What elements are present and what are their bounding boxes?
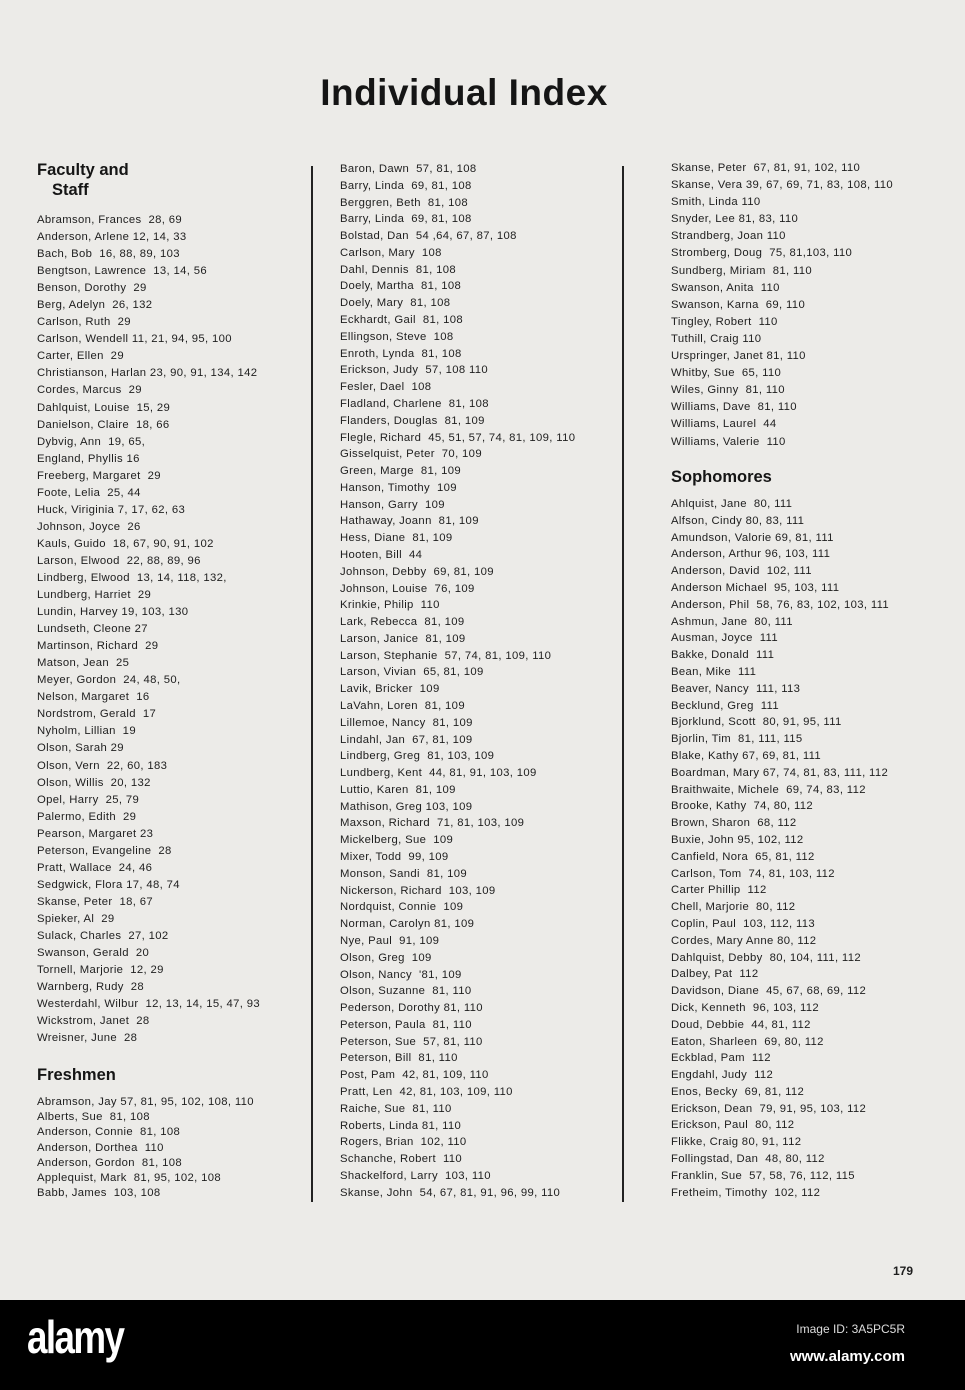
index-entry: Ashmun, Jane 80, 111 [671,615,793,628]
index-entry: Lundin, Harvey 19, 103, 130 [37,606,189,619]
index-entry: Tingley, Robert 110 [671,315,778,328]
index-entry: Urspringer, Janet 81, 110 [671,350,806,363]
index-entry: Krinkie, Philip 110 [340,599,440,612]
index-entry: Enos, Becky 69, 81, 112 [671,1085,805,1098]
index-entry: Dalbey, Pat 112 [671,968,759,981]
index-entry: Luttio, Karen 81, 109 [340,783,456,796]
index-entry: Davidson, Diane 45, 67, 68, 69, 112 [671,985,867,998]
index-entry: Hathaway, Joann 81, 109 [340,515,479,528]
index-entry: Whitby, Sue 65, 110 [671,367,782,380]
index-entry: Eckblad, Pam 112 [671,1052,771,1065]
index-entry: Anderson, David 102, 111 [671,565,812,578]
index-entry: Braithwaite, Michele 69, 74, 83, 112 [671,783,866,796]
index-entry: Smith, Linda 110 [671,196,761,209]
index-entry: Spieker, Al 29 [37,912,115,925]
index-entry: Foote, Lelia 25, 44 [37,486,141,499]
index-entry: Eaton, Sharleen 69, 80, 112 [671,1035,824,1048]
index-entry: Carlson, Wendell 11, 21, 94, 95, 100 [37,333,232,346]
index-entry: Ellingson, Steve 108 [340,330,454,343]
index-entry: Enroth, Lynda 81, 108 [340,347,462,360]
freshmen-list-continued-2 [671,160,893,451]
index-entry: Pederson, Dorothy 81, 110 [340,1002,483,1015]
index-entry: Nye, Paul 91, 109 [340,934,440,947]
index-entry: Anderson, Phil 58, 76, 83, 102, 103, 111 [671,598,890,611]
index-entry: LaVahn, Loren 81, 109 [340,700,465,712]
index-entry: Christianson, Harlan 23, 90, 91, 134, 142 [37,367,258,380]
index-entry: Gisselquist, Peter 70, 109 [340,448,482,461]
index-entry: Doely, Mary 81, 108 [340,297,451,310]
index-entry: Nyholm, Lillian 19 [37,725,136,738]
index-entry: Palermo, Edith 29 [37,810,137,823]
page-title: Individual Index [320,72,608,113]
index-entry: Olson, Suzanne 81, 110 [340,985,472,998]
index-entry: Wickstrom, Janet 28 [37,1015,150,1028]
index-entry: Buxie, John 95, 102, 112 [671,833,804,846]
sophomores-list [671,496,889,1201]
index-entry: Lark, Rebecca 81, 109 [340,616,465,629]
index-entry: Alfson, Cindy 80, 83, 111 [671,514,805,527]
index-entry: Babb, James 103, 108 [37,1187,161,1200]
index-entry: Kauls, Guido 18, 67, 90, 91, 102 [37,537,214,550]
index-entry: Becklund, Greg 111 [671,699,779,712]
index-entry: Larson, Janice 81, 109 [340,632,466,645]
index-entry: Sundberg, Miriam 81, 110 [671,264,813,277]
index-entry: Peterson, Sue 57, 81, 110 [340,1035,483,1048]
index-entry: Berggren, Beth 81, 108 [340,196,469,209]
index-entry: Lindahl, Jan 67, 81, 109 [340,733,473,746]
index-entry: Peterson, Bill 81, 110 [340,1052,458,1065]
index-entry: Flikke, Craig 80, 91, 112 [671,1136,802,1149]
index-entry: Nordquist, Connie 109 [340,901,464,914]
index-entry: Strandberg, Joan 110 [671,230,786,243]
watermark-footer [0,1300,965,1390]
index-entry: Wiles, Ginny 81, 110 [671,384,785,397]
index-entry: Anderson, Arthur 96, 103, 111 [671,548,831,561]
index-entry: Amundson, Valorie 69, 81, 111 [671,531,834,544]
index-entry: Dahl, Dennis 81, 108 [340,263,456,276]
faculty-heading-line1: Faculty and [37,161,129,179]
faculty-list [37,212,260,1047]
image-id: Image ID: 3A5PC5R [796,1322,905,1336]
index-entry: Swanson, Gerald 20 [37,947,150,960]
index-entry: Freeberg, Margaret 29 [37,469,161,482]
index-entry: Olson, Willis 20, 132 [37,776,151,789]
index-entry: Shackelford, Larry 103, 110 [340,1169,491,1182]
index-entry: Lundberg, Kent 44, 81, 91, 103, 109 [340,767,537,780]
alamy-logo: alamy [27,1311,124,1363]
index-entry: Lundberg, Harriet 29 [37,589,152,602]
index-entry: Martinson, Richard 29 [37,640,159,653]
index-entry: Johnson, Debby 69, 81, 109 [340,565,494,578]
index-entry: Carlson, Ruth 29 [37,316,131,329]
index-entry: Skanse, John 54, 67, 81, 91, 96, 99, 110 [340,1186,561,1199]
index-entry: Hess, Diane 81, 109 [340,532,453,545]
index-entry: Nordstrom, Gerald 17 [37,708,157,721]
index-entry: Carter Phillip 112 [671,884,767,897]
index-entry: Lundseth, Cleone 27 [37,623,148,636]
index-entry: Bjorklund, Scott 80, 91, 95, 111 [671,716,842,729]
index-entry: Dahlquist, Debby 80, 104, 111, 112 [671,951,861,964]
index-entry: Meyer, Gordon 24, 48, 50, [37,674,181,687]
index-entry: Bjorlin, Tim 81, 111, 115 [671,733,803,746]
index-entry: Franklin, Sue 57, 58, 76, 112, 115 [671,1169,855,1182]
index-entry: Applequist, Mark 81, 95, 102, 108 [37,1171,221,1184]
index-entry: Pratt, Wallace 24, 46 [37,861,153,874]
index-entry: Maxson, Richard 71, 81, 103, 109 [340,817,525,830]
index-entry: Warnberg, Rudy 28 [37,981,144,994]
index-entry: Rogers, Brian 102, 110 [340,1136,467,1149]
index-entry: Swanson, Anita 110 [671,281,780,294]
index-entry: Olson, Sarah 29 [37,742,124,755]
index-entry: Benson, Dorothy 29 [37,282,147,295]
index-entry: Pratt, Len 42, 81, 103, 109, 110 [340,1085,513,1098]
index-entry: Tornell, Marjorie 12, 29 [37,964,164,977]
index-entry: Anderson, Arlene 12, 14, 33 [37,231,187,244]
index-entry: Anderson, Connie 81, 108 [37,1126,181,1139]
index-entry: Larson, Elwood 22, 88, 89, 96 [37,554,201,567]
index-entry: Danielson, Claire 18, 66 [37,418,170,431]
index-entry: Schanche, Robert 110 [340,1153,463,1166]
sophomores-heading: Sophomores [671,468,772,486]
index-entry: Johnson, Joyce 26 [37,520,141,533]
index-entry: Lindberg, Greg 81, 103, 109 [340,750,495,763]
index-entry: Johnson, Louise 76, 109 [340,582,475,595]
index-entry: Lillemoe, Nancy 81, 109 [340,716,473,729]
index-entry: Abramson, Jay 57, 81, 95, 102, 108, 110 [37,1096,254,1108]
index-entry: Flanders, Douglas 81, 109 [340,414,485,427]
index-entry: Follingstad, Dan 48, 80, 112 [671,1153,825,1166]
index-entry: Berg, Adelyn 26, 132 [37,299,153,312]
index-entry: Roberts, Linda 81, 110 [340,1119,462,1132]
column-divider [311,166,313,1202]
index-entry: Dybvig, Ann 19, 65, [37,435,146,448]
index-entry: Olson, Vern 22, 60, 183 [37,759,168,772]
index-entry: Fesler, Dael 108 [340,381,432,394]
faculty-heading-line2: Staff [52,181,89,199]
index-entry: Doely, Martha 81, 108 [340,280,462,293]
index-entry: Baron, Dawn 57, 81, 108 [340,163,477,175]
index-entry: Williams, Dave 81, 110 [671,401,797,414]
column-divider [622,166,624,1202]
index-entry: Mickelberg, Sue 109 [340,834,454,847]
index-entry: Sulack, Charles 27, 102 [37,929,169,942]
index-entry: Barry, Linda 69, 81, 108 [340,213,472,226]
index-entry: Carter, Ellen 29 [37,350,124,363]
index-entry: Sedgwick, Flora 17, 48, 74 [37,878,180,891]
index-entry: Ahlquist, Jane 80, 111 [671,498,793,510]
index-entry: Larson, Vivian 65, 81, 109 [340,666,484,679]
index-entry: Coplin, Paul 103, 112, 113 [671,917,816,930]
index-entry: Alberts, Sue 81, 108 [37,1111,150,1124]
index-entry: Olson, Greg 109 [340,951,432,964]
index-entry: Carlson, Tom 74, 81, 103, 112 [671,867,835,880]
freshmen-list [37,1095,254,1201]
index-entry: Cordes, Mary Anne 80, 112 [671,934,817,947]
index-entry: Lavik, Bricker 109 [340,683,440,696]
index-entry: Hanson, Timothy 109 [340,481,457,494]
index-entry: Stromberg, Doug 75, 81,103, 110 [671,247,853,260]
index-entry: Bean, Mike 111 [671,665,757,678]
index-entry: Brown, Sharon 68, 112 [671,817,797,830]
index-entry: Snyder, Lee 81, 83, 110 [671,213,799,226]
index-entry: England, Phyllis 16 [37,452,140,465]
index-entry: Carlson, Mary 108 [340,246,442,259]
index-entry: Mixer, Todd 99, 109 [340,851,449,864]
index-entry: Olson, Nancy '81, 109 [340,968,462,981]
index-entry: Williams, Valerie 110 [671,435,786,448]
index-entry: Blake, Kathy 67, 69, 81, 111 [671,749,822,762]
index-entry: Tuthill, Craig 110 [671,332,762,345]
index-entry: Anderson, Dorthea 110 [37,1141,164,1154]
index-entry: Hooten, Bill 44 [340,548,423,561]
index-entry: Bengtson, Lawrence 13, 14, 56 [37,265,208,278]
faculty-heading [37,160,129,200]
index-entry: Ausman, Joyce 111 [671,632,778,645]
index-entry: Norman, Carolyn 81, 109 [340,918,475,931]
index-entry: Skanse, Peter 67, 81, 91, 102, 110 [671,162,861,174]
index-entry: Cordes, Marcus 29 [37,384,142,397]
freshmen-heading: Freshmen [37,1066,116,1084]
index-entry: Boardman, Mary 67, 74, 81, 83, 111, 112 [671,766,889,779]
index-entry: Wreisner, June 28 [37,1032,138,1045]
index-entry: Larson, Stephanie 57, 74, 81, 109, 110 [340,649,552,662]
index-entry: Lindberg, Elwood 13, 14, 118, 132, [37,571,227,584]
index-entry: Dick, Kenneth 96, 103, 112 [671,1001,820,1014]
index-entry: Monson, Sandi 81, 109 [340,867,468,880]
index-entry: Skanse, Vera 39, 67, 69, 71, 83, 108, 110 [671,179,894,192]
index-entry: Chell, Marjorie 80, 112 [671,901,796,914]
index-entry: Erickson, Paul 80, 112 [671,1119,795,1132]
index-entry: Erickson, Dean 79, 91, 95, 103, 112 [671,1102,867,1115]
index-entry: Fretheim, Timothy 102, 112 [671,1186,821,1199]
index-entry: Bach, Bob 16, 88, 89, 103 [37,248,180,261]
index-entry: Skanse, Peter 18, 67 [37,895,153,908]
index-entry: Pearson, Margaret 23 [37,827,154,840]
index-entry: Hanson, Garry 109 [340,498,445,511]
index-entry: Williams, Laurel 44 [671,418,777,431]
index-entry: Opel, Harry 25, 79 [37,793,140,806]
index-entry: Bakke, Donald 111 [671,649,775,662]
index-entry: Erickson, Judy 57, 108 110 [340,364,489,377]
index-entry: Fladland, Charlene 81, 108 [340,397,489,410]
index-entry: Mathison, Greg 103, 109 [340,800,473,813]
index-entry: Post, Pam 42, 81, 109, 110 [340,1069,489,1082]
index-entry: Engdahl, Judy 112 [671,1069,774,1082]
index-entry: Nickerson, Richard 103, 109 [340,884,496,897]
index-entry: Peterson, Paula 81, 110 [340,1018,472,1031]
index-entry: Dahlquist, Louise 15, 29 [37,401,171,414]
index-entry: Bolstad, Dan 54 ,64, 67, 87, 108 [340,230,517,243]
index-entry: Matson, Jean 25 [37,657,130,670]
index-entry: Canfield, Nora 65, 81, 112 [671,850,815,863]
index-entry: Green, Marge 81, 109 [340,465,462,478]
index-entry: Doud, Debbie 44, 81, 112 [671,1018,811,1031]
index-entry: Swanson, Karna 69, 110 [671,298,806,311]
page-number: 179 [893,1264,914,1278]
index-entry: Huck, Viriginia 7, 17, 62, 63 [37,503,186,516]
index-entry: Nelson, Margaret 16 [37,691,150,704]
index-entry: Beaver, Nancy 111, 113 [671,682,801,695]
index-entry: Barry, Linda 69, 81, 108 [340,179,472,192]
index-entry: Peterson, Evangeline 28 [37,844,172,857]
index-entry: Westerdahl, Wilbur 12, 13, 14, 15, 47, 93 [37,998,260,1011]
index-entry: Brooke, Kathy 74, 80, 112 [671,800,814,813]
index-entry: Raiche, Sue 81, 110 [340,1102,452,1115]
index-entry: Eckhardt, Gail 81, 108 [340,314,463,327]
freshmen-list-continued [340,161,575,1201]
website-link: www.alamy.com [789,1348,905,1365]
index-entry: Anderson, Gordon 81, 108 [37,1156,183,1169]
index-entry: Abramson, Frances 28, 69 [37,214,183,226]
index-entry: Anderson Michael 95, 103, 111 [671,581,840,594]
index-entry: Flegle, Richard 45, 51, 57, 74, 81, 109, 110 [340,431,576,444]
